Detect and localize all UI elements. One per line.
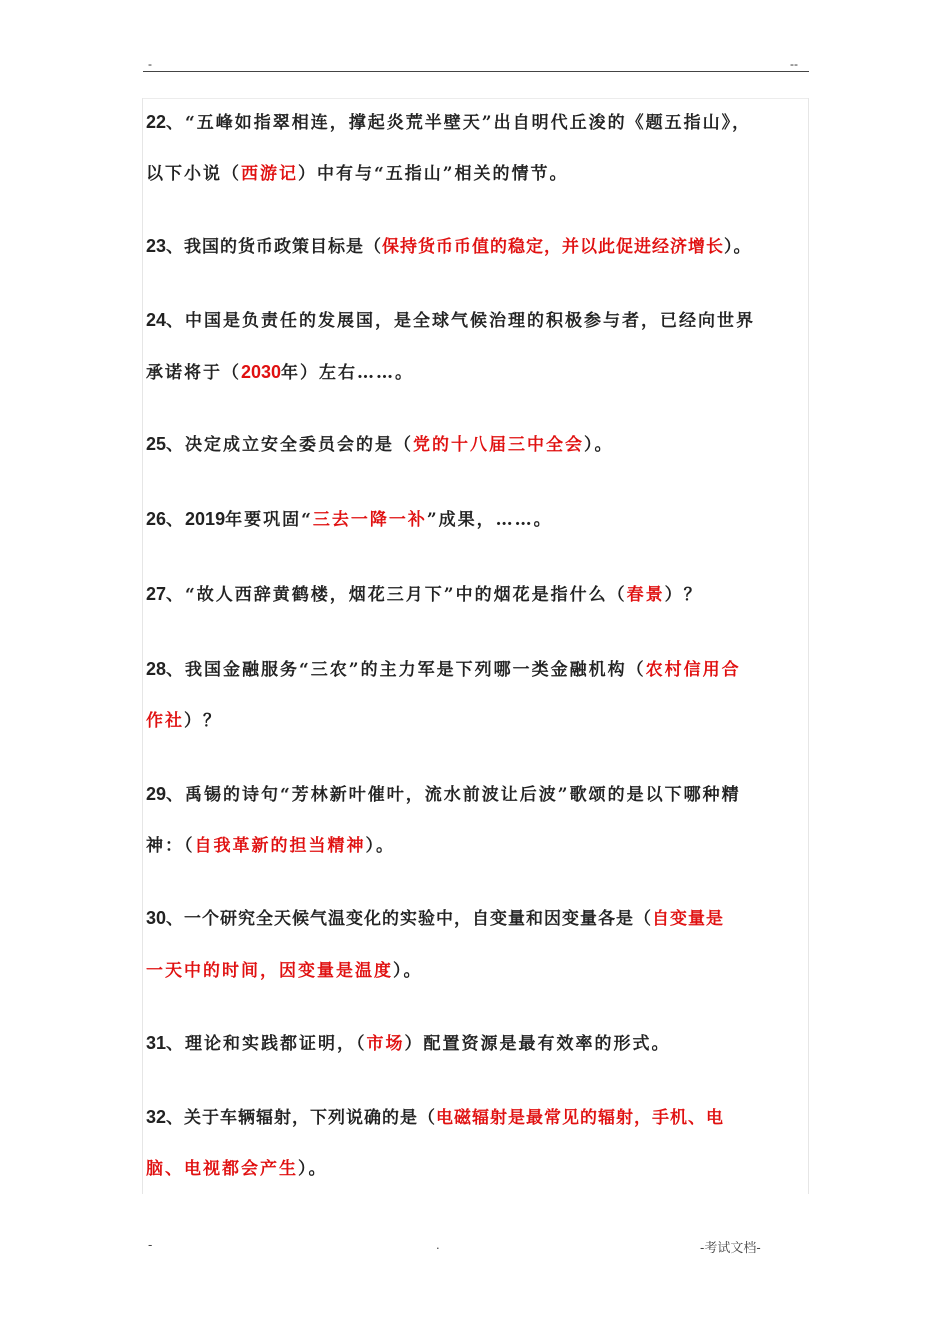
question-text: 、“故人西辞黄鹤楼，烟花三月下”中的烟花是指什么（: [166, 585, 627, 605]
question-30-line-2: [146, 959, 423, 983]
question-number: 27: [146, 584, 167, 604]
answer-text: 西游记: [241, 164, 298, 184]
question-text: 年）左右……。: [281, 363, 415, 383]
footer-left-mark: -: [148, 1237, 153, 1252]
question-number: 28: [146, 659, 167, 679]
question-text: 、我国金融服务“三农”的主力军是下列哪一类金融机构（: [166, 660, 646, 680]
question-27-line-1: [146, 582, 703, 607]
content-frame-left: [142, 98, 143, 1194]
question-29-line-1: [146, 782, 741, 807]
answer-text: 市场: [366, 1034, 405, 1054]
question-text: 承诺将于（: [146, 363, 241, 383]
question-text: 、中国是负责任的发展国，是全球气候治理的积极参与者，已经向世界: [166, 311, 756, 331]
question-text: ）？: [184, 711, 222, 731]
answer-text: 自变量是: [652, 909, 725, 929]
question-number: 22: [146, 112, 167, 132]
question-year: 2019: [185, 509, 226, 529]
header-left-mark: -: [148, 57, 152, 71]
question-text: ）？: [664, 585, 703, 605]
header-right-mark: --: [790, 57, 798, 71]
question-28-line-2: [146, 709, 222, 733]
question-text: 、: [166, 510, 186, 530]
question-23-line-1: [146, 234, 752, 259]
answer-text: 自我革新的担当精神: [194, 836, 366, 856]
question-24-line-1: [146, 308, 755, 333]
question-30-line-1: [146, 906, 724, 931]
question-text: ）。: [298, 1159, 328, 1179]
answer-text: 脑、电视都会产生: [146, 1159, 298, 1179]
question-text: 、关于车辆辐射，下列说确的是（: [166, 1108, 437, 1128]
question-number: 23: [146, 236, 167, 256]
question-24-line-2: [146, 360, 414, 385]
question-number: 26: [146, 509, 167, 529]
question-22-line-2: [146, 162, 569, 186]
content-frame-right: [808, 98, 809, 1194]
question-number: 24: [146, 310, 167, 330]
question-26-line-1: [146, 507, 553, 532]
question-32-line-2: [146, 1157, 328, 1181]
question-text: ）。: [393, 961, 423, 981]
question-text: 神：（: [146, 836, 195, 856]
question-text: 、理论和实践都证明，（: [166, 1034, 367, 1054]
answer-text: 作社: [146, 711, 184, 731]
answer-text: 电磁辐射是最常见的辐射，手机、电: [436, 1108, 725, 1128]
answer-text: 春景: [626, 585, 665, 605]
question-text: 、“五峰如指翠相连，撑起炎荒半壁天”出自明代丘浚的《题五指山》，: [166, 113, 752, 133]
answer-text: 三去一降一补: [312, 510, 427, 530]
content-frame-top: [142, 98, 808, 99]
question-29-line-2: [146, 834, 395, 858]
question-number: 30: [146, 908, 167, 928]
question-number: 25: [146, 434, 167, 454]
question-number: 29: [146, 784, 167, 804]
question-25-line-1: [146, 432, 614, 457]
question-text: ）。: [724, 237, 752, 257]
header-rule: [143, 71, 809, 72]
answer-text: 党的十八届三中全会: [413, 435, 585, 455]
question-number: 32: [146, 1107, 167, 1127]
question-31-line-1: [146, 1031, 671, 1056]
footer-mid-mark: .: [436, 1237, 440, 1252]
question-text: ）配置资源是最有效率的形式。: [404, 1034, 671, 1054]
question-32-line-1: [146, 1105, 724, 1130]
question-text: ）。: [584, 435, 614, 455]
question-text: 、决定成立安全委员会的是（: [166, 435, 414, 455]
question-text: 、禹锡的诗句“芳林新叶催叶，流水前波让后波”歌颂的是以下哪种精: [166, 785, 741, 805]
question-28-line-1: [146, 657, 741, 682]
question-text: 年要巩固“: [225, 510, 313, 530]
answer-text: 农村信用合: [645, 660, 741, 680]
answer-text: 保持货币币值的稳定，并以此促进经济增长: [382, 237, 725, 257]
question-text: ）中有与“五指山”相关的情节。: [298, 164, 569, 184]
footer-doc-label: -考试文档-: [700, 1240, 761, 1255]
question-number: 31: [146, 1033, 167, 1053]
question-22-line-1: [146, 110, 751, 135]
question-text: 、一个研究全天候气温变化的实验中，自变量和因变量各是（: [166, 909, 653, 929]
question-text: ”成果，……。: [426, 510, 553, 530]
question-text: ）。: [365, 836, 395, 856]
answer-text: 2030: [241, 362, 282, 382]
question-text: 以下小说（: [146, 164, 241, 184]
question-text: 、我国的货币政策目标是（: [166, 237, 383, 257]
answer-text: 一天中的时间，因变量是温度: [146, 961, 393, 981]
